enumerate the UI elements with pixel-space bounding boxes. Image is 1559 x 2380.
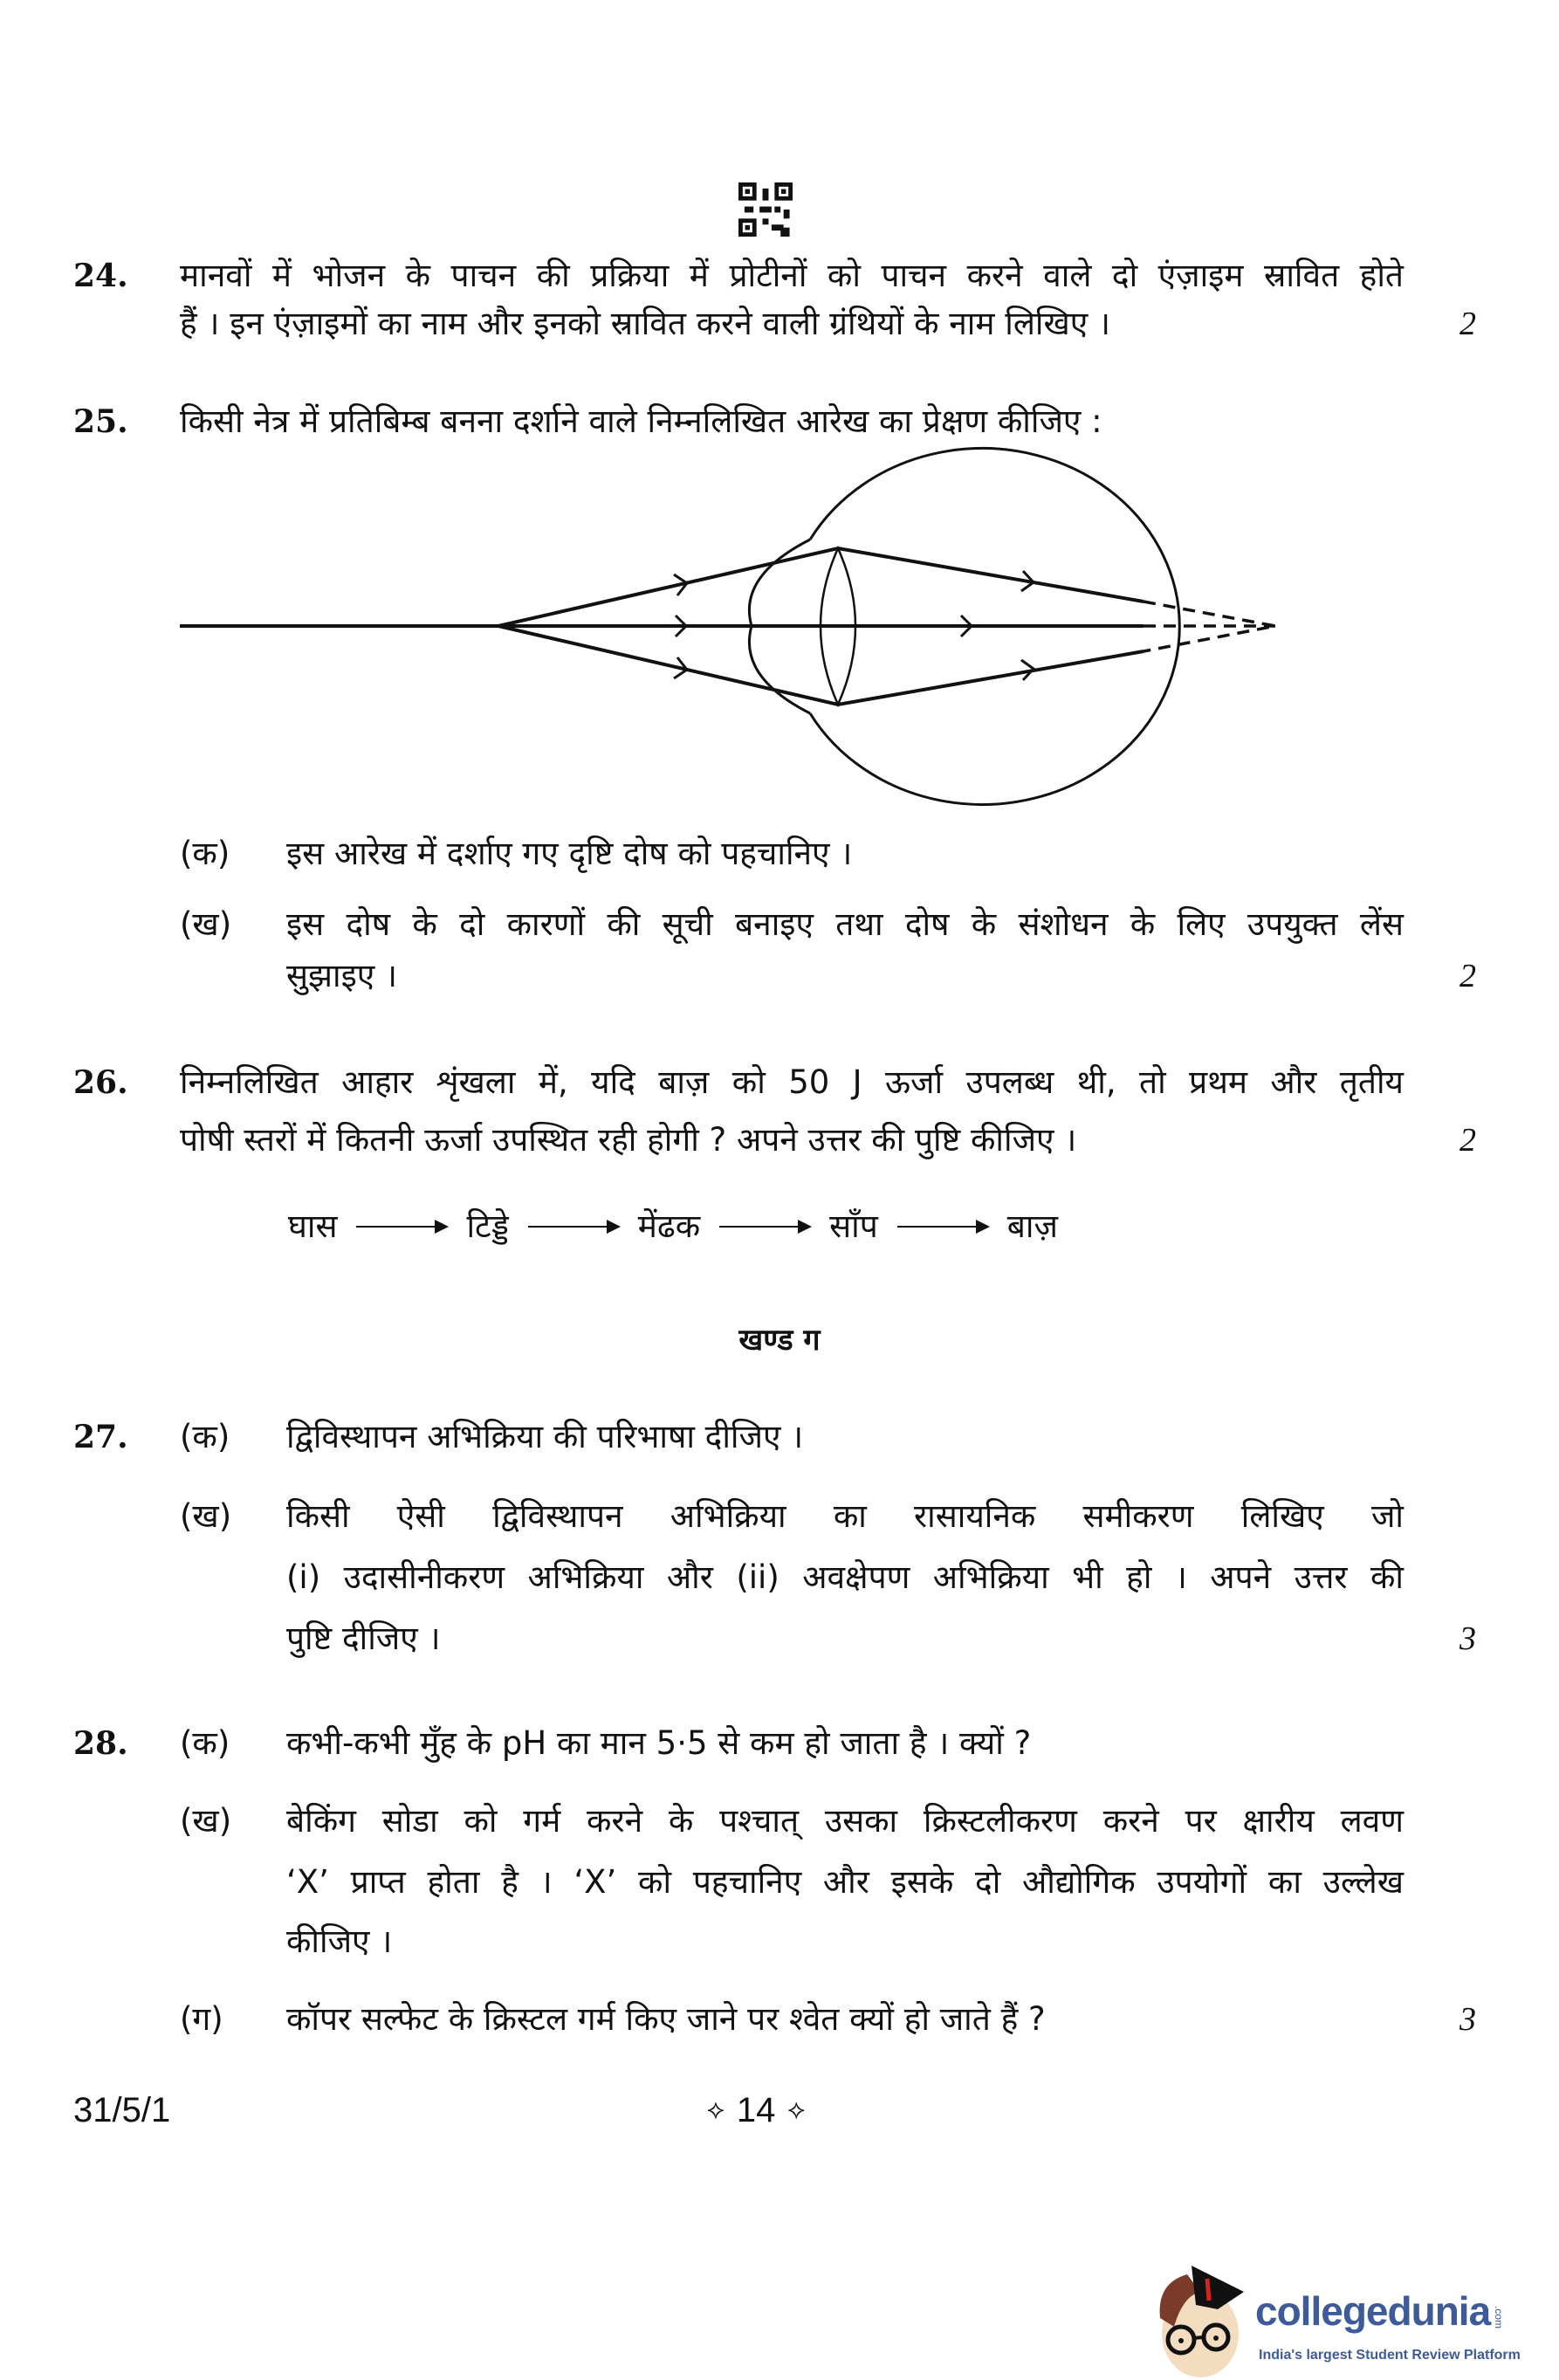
arrow-icon	[897, 1226, 988, 1228]
part-text: इस आरेख में दर्शाए गए दृष्टि दोष को पहचानिए ।	[286, 835, 853, 872]
food-chain-item: बाज़	[1006, 1207, 1058, 1245]
page-number-block	[707, 2088, 805, 2132]
logo-suffix: .com	[1493, 2305, 1506, 2328]
paper-code: 31/5/1	[73, 2091, 171, 2129]
part-label: (ख)	[180, 905, 232, 943]
food-chain	[288, 1205, 1058, 1248]
question-text: पोषी स्तरों में कितनी ऊर्जा उपस्थित रही होगी ? अपने उत्तर की पुष्टि कीजिए ।	[180, 1121, 1077, 1159]
question-number: 24.	[73, 258, 128, 294]
marks: 2	[1459, 958, 1476, 994]
marks: 2	[1459, 306, 1476, 342]
part-text: बेकिंग सोडा को गर्म करने के पश्चात् उसका क्रिस्टलीकरण करने पर क्षारीय लवण	[286, 1802, 1404, 1840]
part-text: कॉपर सल्फेट के क्रिस्टल गर्म किए जाने पर श्वेत क्यों हो जाते हैं ?	[286, 2000, 1046, 2038]
food-chain-item: मेंढक	[637, 1207, 701, 1245]
collegedunia-logo	[1143, 2257, 1554, 2379]
question-number: 28.	[73, 1725, 128, 1762]
part-text: इस दोष के दो कारणों की सूची बनाइए तथा दोष के संशोधन के लिए उपयुक्त लेंस	[286, 905, 1404, 943]
part-label: (क)	[180, 1418, 230, 1455]
ornament-icon: ⟡	[707, 2095, 725, 2124]
question-text: किसी नेत्र में प्रतिबिम्ब बनना दर्शाने वाले निम्नलिखित आरेख का प्रेक्षण कीजिए :	[180, 402, 1102, 440]
part-label: (क)	[180, 835, 230, 872]
question-text: निम्नलिखित आहार शृंखला में, यदि बाज़ को 50 J ऊर्जा उपलब्ध थी, तो प्रथम और तृतीय	[180, 1063, 1404, 1101]
part-text: सुझाइए ।	[286, 957, 397, 994]
arrow-icon	[719, 1226, 810, 1228]
marks: 2	[1459, 1122, 1476, 1159]
mascot-icon	[1148, 2257, 1253, 2379]
ray-extension	[1143, 602, 1275, 651]
marks: 3	[1459, 2001, 1476, 2038]
part-label: (क)	[180, 1724, 230, 1762]
question-number: 27.	[73, 1419, 128, 1455]
part-text: किसी ऐसी द्विविस्थापन अभिक्रिया का रासायनिक समीकरण लिखिए जो	[286, 1497, 1404, 1535]
logo-tagline: India's largest Student Review Platform	[1259, 2348, 1521, 2363]
food-chain-item: घास	[288, 1207, 338, 1245]
question-number: 25.	[73, 403, 128, 440]
arrow-icon	[356, 1226, 447, 1228]
question-text: हैं । इन एंज़ाइमों का नाम और इनको स्रावित करने वाली ग्रंथियों के नाम लिखिए ।	[180, 305, 1111, 342]
food-chain-item: साँप	[829, 1207, 878, 1245]
ornament-icon: ⟡	[787, 2095, 806, 2124]
part-text: कीजिए ।	[286, 1923, 393, 1960]
part-label: (ख)	[180, 1497, 232, 1535]
page-number: 14	[736, 2091, 776, 2129]
marks: 3	[1459, 1620, 1476, 1657]
part-label: (ग)	[180, 2000, 223, 2038]
part-text: द्विविस्थापन अभिक्रिया की परिभाषा दीजिए ।	[286, 1418, 804, 1455]
food-chain-item: टिड्डे	[466, 1207, 509, 1245]
part-text: पुष्टि दीजिए ।	[286, 1620, 441, 1657]
section-heading: खण्ड ग	[738, 1323, 821, 1358]
logo-wordmark	[1255, 2287, 1505, 2335]
part-text: (i) उदासीनीकरण अभिक्रिया और (ii) अवक्षेपण अभिक्रिया भी हो । अपने उत्तर की	[286, 1558, 1404, 1596]
part-label: (ख)	[180, 1802, 232, 1840]
arrow-icon	[528, 1226, 619, 1228]
question-number: 26.	[73, 1064, 128, 1101]
logo-name: collegedunia	[1255, 2288, 1491, 2334]
part-text: ‘X’ प्राप्त होता है । ‘X’ को पहचानिए और इसके दो औद्योगिक उपयोगों का उल्लेख	[286, 1863, 1404, 1901]
question-text: मानवों में भोजन के पाचन की प्रक्रिया में प्रोटीनों को पाचन करने वाले दो एंज़ाइम स्रावित होते	[180, 257, 1404, 294]
eye-diagram	[0, 0, 1559, 873]
part-text: कभी-कभी मुँह के pH का मान 5·5 से कम हो जाता है । क्यों ?	[286, 1724, 1032, 1762]
